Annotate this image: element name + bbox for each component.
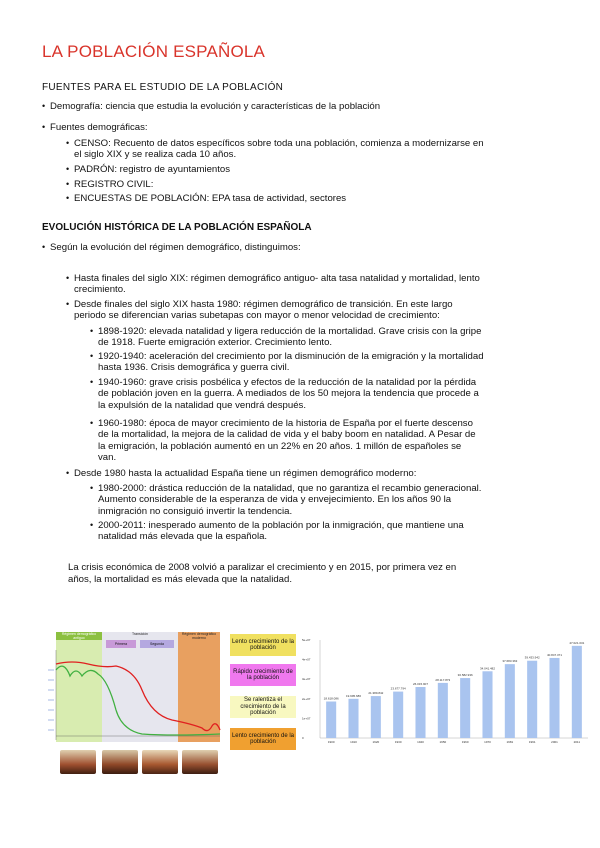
bar-value-label: 23.677.794 [390,686,406,691]
list-item: • 1940-1960: grave crisis posbélica y efectos de la reducción de la natalidad por la pérdida de población joven en la guerra. A mediados de los 50 mejora la tendencia que procede a la expulsión de la natalidad que vendrá después. [90,377,479,411]
bar-value-label: 30.582.936 [457,673,473,678]
legend-slow-growth-modern: Lento crecimiento de la población [230,728,296,750]
list-item: • Demografía: ciencia que estudia la evolución y características de la población [42,101,381,112]
legend-slow-growth: Lento crecimiento de la población [230,634,296,656]
x-tick-label: 1981 [506,740,514,744]
family-photo [182,750,218,774]
x-tick-label: 1950 [439,740,447,744]
bar-value-label: 37.683.363 [502,659,518,664]
family-photo [142,750,178,774]
legend-fast-growth: Rápido crecimiento de la población [230,664,296,686]
section-evolution-title: EVOLUCIÓN HISTÓRICA DE LA POBLACIÓN ESPAÑOLA [42,222,312,233]
phase-transition-label: Transición [131,632,148,636]
legend-slowing-growth: Se ralentiza el crecimiento de la población [230,696,296,718]
x-tick-label: 2011 [573,740,581,744]
bar-value-label: 18.618.086 [323,696,339,701]
bar-value-label: 26.015.907 [412,682,429,687]
bar-value-label: 39.433.942 [524,655,540,660]
family-photo [102,750,138,774]
x-tick-label: 1991 [528,740,536,744]
y-tick-label: 4e+07 [302,657,311,662]
x-tick-label: 1930 [394,740,402,744]
closing-paragraph: La crisis económica de 2008 volvió a paralizar el crecimiento y en 2015, por primera vez en años, la mortalidad es más elevada que la natalidad. [68,562,457,585]
list-item: • REGISTRO CIVIL: [66,179,154,190]
page-title: LA POBLACIÓN ESPAÑOLA [42,42,266,61]
phase-second-label: Segunda [140,640,174,648]
y-tick-label: 3e+07 [302,677,311,682]
list-item: • 1920-1940: aceleración del crecimiento por la disminución de la emigración y la mortalidad hasta 1936. Crisis demográfica y guerra civil. [90,351,484,374]
list-item: • 1898-1920: elevada natalidad y ligera reducción de la mortalidad. Grave crisis con la gripe de 1918. Fuerte emigración exterior. Crecimiento lento. [90,326,482,349]
bar-1991 [527,661,537,738]
bar-value-label: 28.117.873 [435,677,451,682]
bar-1950 [438,683,448,738]
section-sources-title: FUENTES PARA EL ESTUDIO DE LA POBLACIÓN [42,82,284,93]
list-item: • Desde 1980 hasta la actualidad España tiene un régimen demográfico moderno: [66,468,417,479]
x-tick-label: 1970 [484,740,491,744]
bar-1970 [482,671,492,738]
bar-1910 [348,699,358,738]
y-tick-label: 1e+07 [302,716,311,721]
phase-old-label: Régimen demográfico antiguo [56,632,102,640]
x-tick-label: 2001 [551,740,558,744]
population-bar-chart [300,628,592,746]
y-tick-label: 0 [302,736,304,740]
demographic-transition-figure [42,630,222,772]
x-tick-label: 1900 [327,740,335,744]
list-item: • Desde finales del siglo XIX hasta 1980: régimen demográfico de transición. En este largo periodo se diferencian varias subetapas con mayor o menor velocidad de crecimiento: [66,299,453,322]
bar-1940 [415,687,425,738]
bar-1960 [460,678,470,738]
x-tick-label: 1910 [350,740,357,744]
x-tick-label: 1960 [461,740,469,744]
bar-value-label: 40.847.371 [546,652,563,657]
x-tick-label: 1920 [372,740,380,744]
x-tick-label: 1940 [417,740,424,744]
bar-value-label: 47.021.031 [569,640,585,645]
phase-modern-label: Régimen demográfico moderno [181,632,217,640]
bar-1900 [326,702,336,738]
list-item: • CENSO: Recuento de datos específicos sobre toda una población, comienza a modernizarse en el siglo XIX y se realiza cada 10 años. [66,138,484,161]
bar-2001 [549,658,559,738]
bar-1981 [505,664,515,738]
list-item: • 2000-2011: inesperado aumento de la población por la inmigración, que mantiene una natalidad más elevada que la española. [90,520,464,543]
y-tick-label: 5e+07 [302,638,311,642]
rate-lines [42,630,222,748]
bar-2011 [572,646,582,738]
list-item: • 1980-2000: drástica reducción de la natalidad, que no garantiza el recambio generacional. Aumento considerable de la esperanza de vida y envejecimiento. En los años 90 la inmigración no consiguió invertir la tendencia. [90,483,482,517]
list-item: • ENCUESTAS DE POBLACIÓN: EPA tasa de actividad, sectores [66,193,347,204]
bar-1920 [371,696,381,738]
phase-first-label: Primera [106,640,136,648]
bar-value-label: 19.995.686 [345,693,362,698]
family-photo [60,750,96,774]
list-item: • Hasta finales del siglo XIX: régimen demográfico antiguo- alta tasa natalidad y mortalidad, lento crecimiento. [66,273,480,296]
y-tick-label: 2e+07 [302,696,311,701]
list-item: • PADRÓN: registro de ayuntamientos [66,164,231,175]
bar-value-label: 34.041.482 [479,666,496,671]
list-item: • 1960-1980: época de mayor crecimiento de la historia de España por el fuerte descenso de la mortalidad, la mejora de la calidad de vida y el baby boom en natalidad. A Pesar de la emigración, la población aumentó en un 22% en 20 años. 1 millón de españoles se van. [90,418,476,463]
bar-value-label: 21.389.842 [368,691,384,696]
list-item: • Según la evolución del régimen demográfico, distinguimos: [42,242,301,253]
bar-1930 [393,692,403,738]
list-item: • Fuentes demográficas: [42,122,148,133]
